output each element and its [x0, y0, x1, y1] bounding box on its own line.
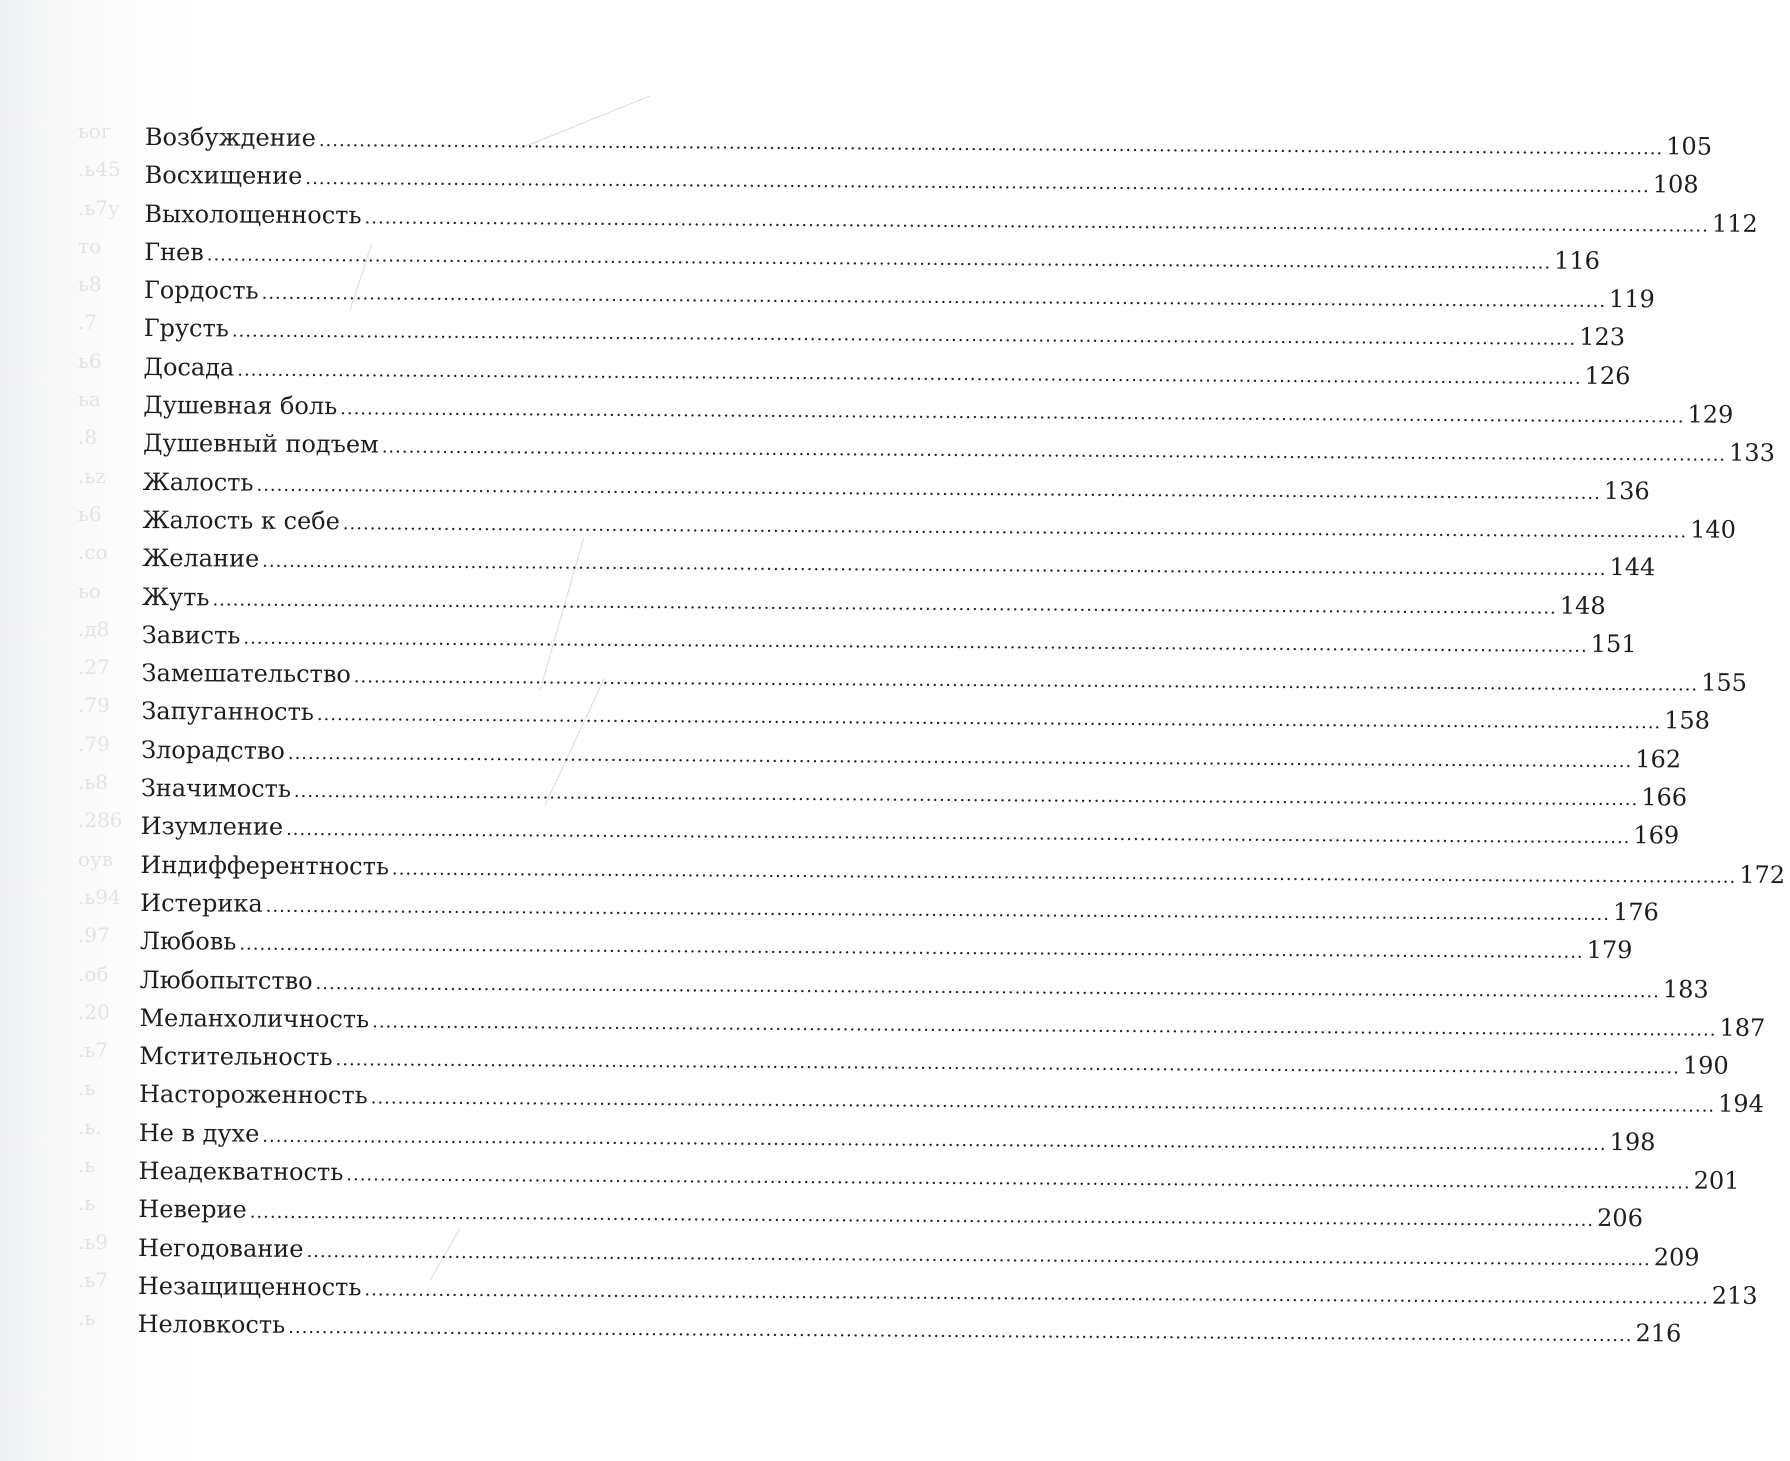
- toc-entry: [138, 1114, 1656, 1157]
- dot-leader: ........................................................................................................................................................................................................: [206, 244, 1552, 274]
- dot-leader: ........................................................................................................................................................................................................: [265, 895, 1611, 925]
- toc-entry-title: Неверие: [138, 1195, 247, 1224]
- dot-leader: ........................................................................................................................................................................................................: [237, 359, 1582, 389]
- toc-entry-title: Любовь: [139, 927, 237, 956]
- dot-leader: ........................................................................................................................................................................................................: [318, 130, 1664, 160]
- toc-entry-title: Любопытство: [139, 965, 313, 995]
- toc-entry-title: Душевный подъем: [142, 429, 379, 459]
- toc-entry-title: Гнев: [144, 237, 204, 267]
- toc-entry: [142, 463, 1650, 506]
- toc-entry: [140, 807, 1680, 850]
- toc-entry: [141, 578, 1606, 621]
- toc-entry-page-number: 190: [1682, 1051, 1729, 1080]
- dot-leader: ........................................................................................................................................................................................................: [286, 819, 1631, 849]
- toc-entry-title: Досада: [143, 352, 235, 382]
- toc-entry-page-number: 169: [1633, 821, 1680, 850]
- toc-entry: [143, 309, 1626, 352]
- bleed-through-text: ьог .ь45 .ь7у то ь8 .7 ь6 ьа .8 .ьz ь6 .со ьо .д8 .27 .79 .79 .ь8 .286 оув .ь94 .97 .об .20 .ь7 .ь .ь. .ь .ь .ь9 .ь7 .ь: [78, 119, 123, 1331]
- toc-entry-title: Настороженность: [138, 1080, 368, 1110]
- dot-leader: ........................................................................................................................................................................................................: [346, 1164, 1691, 1194]
- dot-leader: ........................................................................................................................................................................................................: [353, 666, 1699, 696]
- toc-entry-page-number: 158: [1664, 706, 1711, 736]
- toc-entry-title: Незащищенность: [137, 1271, 362, 1302]
- toc-entry-page-number: 209: [1653, 1242, 1700, 1272]
- toc-entry-page-number: 183: [1662, 974, 1709, 1004]
- toc-entry-page-number: 179: [1586, 936, 1633, 965]
- toc-entry: [138, 1190, 1643, 1233]
- toc-entry-page-number: 216: [1635, 1319, 1682, 1348]
- toc-entry-title: Запуганность: [141, 697, 314, 727]
- dot-leader: ........................................................................................................................................................................................................: [239, 933, 1584, 964]
- dot-leader: ........................................................................................................................................................................................................: [287, 742, 1633, 772]
- dot-leader: ........................................................................................................................................................................................................: [249, 1201, 1595, 1232]
- toc-entry-title: Неловкость: [137, 1310, 286, 1340]
- toc-entry-title: Меланхоличность: [139, 1003, 370, 1034]
- toc-entry-page-number: 155: [1701, 668, 1748, 697]
- toc-entry: [142, 501, 1737, 544]
- toc-entry: [139, 1037, 1729, 1080]
- toc-entry-page-number: 108: [1652, 170, 1699, 199]
- toc-entry-page-number: 194: [1717, 1090, 1764, 1119]
- table-of-contents: [137, 118, 1786, 1362]
- toc-entry-title: Желание: [142, 544, 260, 573]
- toc-entry-page-number: 123: [1579, 323, 1626, 352]
- toc-entry-page-number: 144: [1609, 553, 1656, 582]
- dot-leader: ........................................................................................................................................................................................................: [364, 206, 1709, 237]
- toc-entry-page-number: 136: [1603, 476, 1650, 505]
- toc-entry-title: Неадекватность: [138, 1156, 344, 1187]
- toc-entry-title: Жуть: [141, 582, 210, 611]
- toc-entry: [143, 271, 1655, 314]
- toc-entry: [138, 1229, 1700, 1272]
- toc-entry: [144, 195, 1758, 238]
- dot-leader: ........................................................................................................................................................................................................: [342, 513, 1688, 543]
- toc-entry: [139, 999, 1766, 1042]
- toc-entry-title: Гордость: [143, 276, 259, 305]
- toc-entry-page-number: 133: [1728, 439, 1775, 468]
- toc-entry: [144, 233, 1601, 276]
- toc-entry-title: Негодование: [138, 1233, 304, 1263]
- toc-entry-page-number: 187: [1719, 1013, 1766, 1042]
- toc-entry-title: Индифферентность: [140, 850, 390, 881]
- dot-leader: ........................................................................................................................................................................................................: [288, 1317, 1633, 1347]
- dot-leader: ........................................................................................................................................................................................................: [212, 588, 1557, 619]
- toc-entry-title: Грусть: [143, 314, 229, 344]
- toc-entry-title: Мстительность: [139, 1042, 333, 1072]
- dot-leader: ........................................................................................................................................................................................................: [315, 972, 1660, 1002]
- toc-entry: [144, 156, 1699, 199]
- toc-entry: [138, 1075, 1764, 1119]
- dot-leader: ........................................................................................................................................................................................................: [316, 704, 1662, 734]
- toc-entry: [140, 769, 1688, 812]
- toc-entry-page-number: 166: [1641, 783, 1688, 812]
- dot-leader: ........................................................................................................................................................................................................: [306, 1240, 1651, 1270]
- toc-entry: [141, 654, 1748, 697]
- toc-entry: [142, 424, 1775, 468]
- toc-entry: [138, 1152, 1740, 1195]
- toc-entry: [143, 386, 1734, 429]
- dot-leader: ........................................................................................................................................................................................................: [293, 780, 1639, 811]
- toc-entry-title: Зависть: [141, 620, 241, 650]
- toc-entry-page-number: 112: [1711, 209, 1758, 238]
- toc-entry-page-number: 162: [1635, 744, 1682, 774]
- toc-entry-title: Не в духе: [138, 1118, 260, 1148]
- dot-leader: ........................................................................................................................................................................................................: [243, 627, 1588, 657]
- dot-leader: ........................................................................................................................................................................................................: [381, 436, 1727, 467]
- toc-entry-page-number: 126: [1584, 361, 1631, 390]
- dot-leader: ........................................................................................................................................................................................................: [231, 321, 1577, 351]
- toc-entry-title: Жалость к себе: [142, 505, 340, 536]
- toc-entry-page-number: 213: [1711, 1281, 1758, 1310]
- toc-entry-page-number: 176: [1612, 897, 1659, 927]
- toc-entry-title: Злорадство: [141, 735, 286, 765]
- toc-entry-title: Изумление: [140, 812, 284, 842]
- toc-entry-title: Замешательство: [141, 659, 351, 689]
- toc-entry-title: Жалость: [142, 467, 254, 497]
- toc-entry: [140, 846, 1786, 889]
- dot-leader: ........................................................................................................................................................................................................: [262, 1125, 1607, 1155]
- toc-entry: [141, 731, 1682, 774]
- dot-leader: ........................................................................................................................................................................................................: [335, 1049, 1680, 1079]
- toc-entry-title: Душевная боль: [143, 391, 338, 421]
- toc-entry-page-number: 129: [1687, 400, 1734, 429]
- toc-entry-page-number: 201: [1693, 1166, 1740, 1195]
- dot-leader: ........................................................................................................................................................................................................: [305, 168, 1650, 198]
- dot-leader: ........................................................................................................................................................................................................: [364, 1279, 1709, 1309]
- dot-leader: ........................................................................................................................................................................................................: [256, 474, 1601, 504]
- toc-entry: [141, 692, 1711, 736]
- dot-leader: ........................................................................................................................................................................................................: [261, 282, 1607, 313]
- toc-entry: [139, 922, 1633, 965]
- toc-entry-page-number: 172: [1739, 860, 1786, 889]
- toc-entry-title: Выхолощенность: [144, 199, 362, 229]
- toc-entry-page-number: 198: [1609, 1127, 1656, 1156]
- toc-entry-page-number: 105: [1666, 132, 1713, 161]
- dot-leader: ........................................................................................................................................................................................................: [370, 1087, 1716, 1118]
- toc-entry-title: Истерика: [140, 888, 263, 918]
- toc-entry-title: Значимость: [140, 774, 292, 803]
- toc-entry: [143, 348, 1631, 391]
- dot-leader: ........................................................................................................................................................................................................: [372, 1011, 1717, 1041]
- toc-entry: [141, 616, 1637, 659]
- toc-entry-title: Возбуждение: [144, 122, 316, 153]
- toc-entry-page-number: 116: [1554, 246, 1601, 275]
- toc-entry: [139, 961, 1709, 1004]
- toc-entry: [140, 884, 1659, 927]
- toc-entry-page-number: 119: [1608, 285, 1655, 314]
- toc-entry: [142, 539, 1656, 582]
- toc-entry: [137, 1305, 1682, 1348]
- toc-entry: [144, 118, 1713, 161]
- toc-entry-page-number: 148: [1559, 591, 1606, 620]
- dot-leader: ........................................................................................................................................................................................................: [391, 858, 1737, 888]
- dot-leader: ........................................................................................................................................................................................................: [262, 550, 1607, 581]
- toc-entry-page-number: 151: [1590, 629, 1637, 658]
- toc-entry: [137, 1267, 1758, 1310]
- toc-entry-page-number: 206: [1596, 1204, 1643, 1233]
- toc-entry-title: Восхищение: [144, 161, 303, 191]
- dot-leader: ........................................................................................................................................................................................................: [340, 398, 1685, 428]
- toc-entry-page-number: 140: [1690, 515, 1737, 544]
